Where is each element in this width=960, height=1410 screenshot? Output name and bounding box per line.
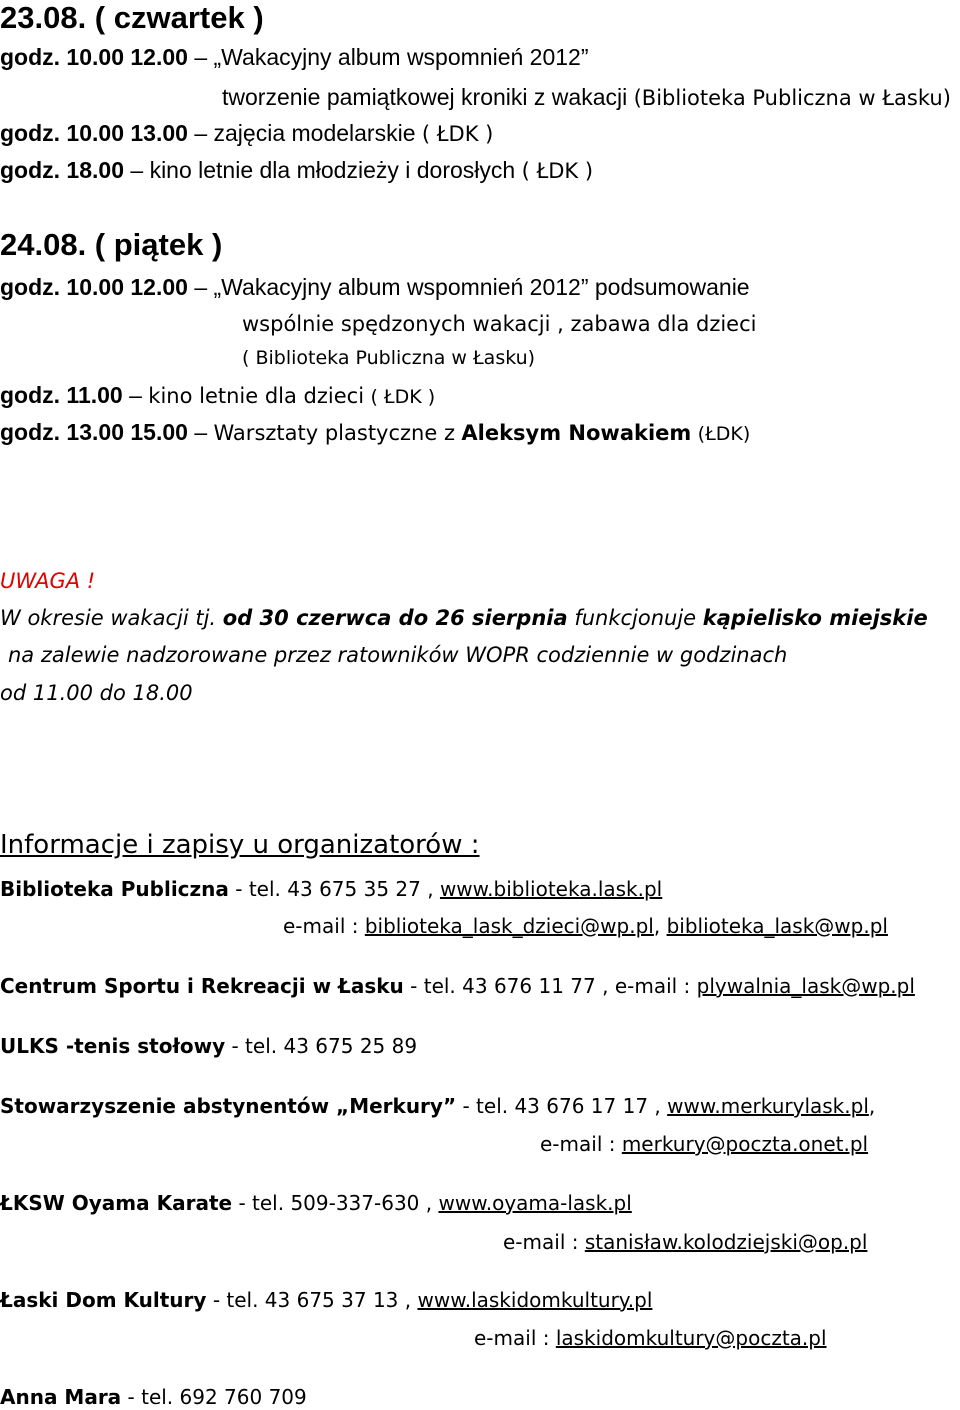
website-link[interactable]: www.biblioteka.lask.pl bbox=[439, 877, 663, 901]
contact-tel: - tel. 43 676 17 17 , bbox=[462, 1094, 661, 1118]
contact-name: ULKS -tenis stołowy bbox=[0, 1034, 226, 1058]
event-line bbox=[0, 421, 750, 444]
separator: , bbox=[868, 1094, 876, 1118]
event-time: godz. 10.00 13.00 bbox=[0, 120, 188, 146]
event-dash: – bbox=[194, 274, 208, 300]
event-line bbox=[0, 46, 589, 69]
contact-tel: - tel. 692 760 709 bbox=[127, 1385, 307, 1409]
contact-row-merkury bbox=[0, 1096, 875, 1116]
email-label: e-mail : bbox=[474, 1326, 550, 1350]
event-line bbox=[0, 122, 493, 145]
event-name: zajęcia modelarskie bbox=[213, 120, 416, 146]
event-line bbox=[0, 159, 593, 182]
event-place: ( Biblioteka Publiczna w Łasku) bbox=[242, 347, 536, 369]
event-place: ( ŁDK ) bbox=[521, 159, 594, 183]
event-continuation: wspólnie spędzonych wakacji , zabawa dla dzieci bbox=[242, 312, 757, 336]
contact-tel: - tel. 43 675 35 27 , bbox=[235, 877, 434, 901]
event-dash: – bbox=[129, 382, 142, 408]
website-link[interactable]: www.merkurylask.pl bbox=[667, 1094, 869, 1118]
notice-place: kąpielisko miejskie bbox=[702, 606, 928, 630]
website-link[interactable]: www.laskidomkultury.pl bbox=[417, 1288, 653, 1312]
event-time: godz. 13.00 15.00 bbox=[0, 419, 188, 445]
event-dash: – bbox=[194, 419, 208, 445]
notice-line bbox=[0, 608, 928, 629]
email-link[interactable]: stanisław.kolodziejski@op.pl bbox=[584, 1230, 868, 1254]
contact-name: Centrum Sportu i Rekreacji w Łasku bbox=[0, 974, 404, 998]
contact-row-oyama bbox=[0, 1193, 632, 1213]
contacts-heading: Informacje i zapisy u organizatorów : bbox=[0, 830, 480, 860]
day-heading: 24.08. ( piątek ) bbox=[0, 227, 223, 262]
contact-email-row bbox=[283, 916, 888, 936]
notice-dates: od 30 czerwca do 26 sierpnia bbox=[222, 606, 568, 630]
email-link[interactable]: merkury@poczta.onet.pl bbox=[621, 1132, 869, 1156]
contact-row-anna bbox=[0, 1387, 307, 1407]
notice-hours: od 11.00 do 18.00 bbox=[0, 681, 193, 705]
event-name: kino letnie dla młodzieży i dorosłych bbox=[149, 157, 516, 183]
event-place: ( ŁDK ) bbox=[370, 386, 436, 408]
contact-tel: - tel. 43 675 37 13 , bbox=[212, 1288, 412, 1312]
contact-email-row bbox=[474, 1328, 827, 1348]
contact-name: Anna Mara bbox=[0, 1385, 122, 1409]
event-dash: – bbox=[194, 120, 208, 146]
event-name: „Wakacyjny album wspomnień 2012” bbox=[213, 44, 589, 70]
event-line bbox=[0, 276, 750, 299]
email-label: e-mail : bbox=[540, 1132, 616, 1156]
contact-name: Stowarzyszenie abstynentów „Merkury” bbox=[0, 1094, 457, 1118]
contact-row-sport bbox=[0, 976, 915, 996]
contact-email-row bbox=[503, 1232, 867, 1252]
separator: , bbox=[653, 914, 661, 938]
contact-name: ŁKSW Oyama Karate bbox=[0, 1191, 233, 1215]
event-name: „Wakacyjny album wspomnień 2012” bbox=[213, 274, 589, 300]
email-link[interactable]: plywalnia_lask@wp.pl bbox=[696, 974, 915, 998]
event-place: (Biblioteka Publiczna w Łasku) bbox=[633, 86, 951, 110]
notice-title: UWAGA ! bbox=[0, 569, 96, 593]
event-time: godz. 10.00 12.00 bbox=[0, 274, 188, 300]
event-place: (ŁDK) bbox=[697, 423, 751, 445]
contact-name: Biblioteka Publiczna bbox=[0, 877, 229, 901]
notice-text: funkcjonuje bbox=[574, 606, 697, 630]
event-dash: – bbox=[194, 44, 208, 70]
contact-tel: - tel. 43 675 25 89 bbox=[231, 1034, 418, 1058]
event-dash: – bbox=[130, 157, 144, 183]
contact-row-biblioteka bbox=[0, 879, 662, 899]
event-place: ( ŁDK ) bbox=[421, 122, 494, 146]
event-name: Warsztaty plastyczne z bbox=[213, 421, 455, 445]
contact-email-row bbox=[540, 1134, 868, 1154]
event-name-tail: podsumowanie bbox=[594, 274, 750, 300]
event-line bbox=[0, 384, 435, 407]
email-label: e-mail : bbox=[283, 914, 359, 938]
email-link[interactable]: biblioteka_lask_dzieci@wp.pl bbox=[364, 914, 654, 938]
contact-name: Łaski Dom Kultury bbox=[0, 1288, 207, 1312]
event-description: tworzenie pamiątkowej kroniki z wakacji bbox=[222, 84, 628, 110]
event-time: godz. 11.00 bbox=[0, 382, 123, 408]
event-name: kino letnie dla dzieci bbox=[148, 384, 365, 408]
contact-tel: - tel. 43 676 11 77 , e-mail : bbox=[410, 974, 691, 998]
event-time: godz. 10.00 12.00 bbox=[0, 44, 188, 70]
email-link[interactable]: biblioteka_lask@wp.pl bbox=[666, 914, 888, 938]
event-continuation bbox=[222, 86, 951, 109]
notice-line: na zalewie nadzorowane przez ratowników WOPR codziennie w godzinach bbox=[8, 643, 788, 667]
contact-tel: - tel. 509-337-630 , bbox=[238, 1191, 433, 1215]
event-person: Aleksym Nowakiem bbox=[461, 421, 692, 445]
notice-text: W okresie wakacji tj. bbox=[0, 606, 217, 630]
email-label: e-mail : bbox=[503, 1230, 579, 1254]
website-link[interactable]: www.oyama-lask.pl bbox=[438, 1191, 632, 1215]
email-link[interactable]: laskidomkultury@poczta.pl bbox=[555, 1326, 827, 1350]
contact-row-ulks bbox=[0, 1036, 417, 1056]
event-time: godz. 18.00 bbox=[0, 157, 124, 183]
day-heading: 23.08. ( czwartek ) bbox=[0, 0, 264, 35]
contact-row-ldk bbox=[0, 1290, 652, 1310]
